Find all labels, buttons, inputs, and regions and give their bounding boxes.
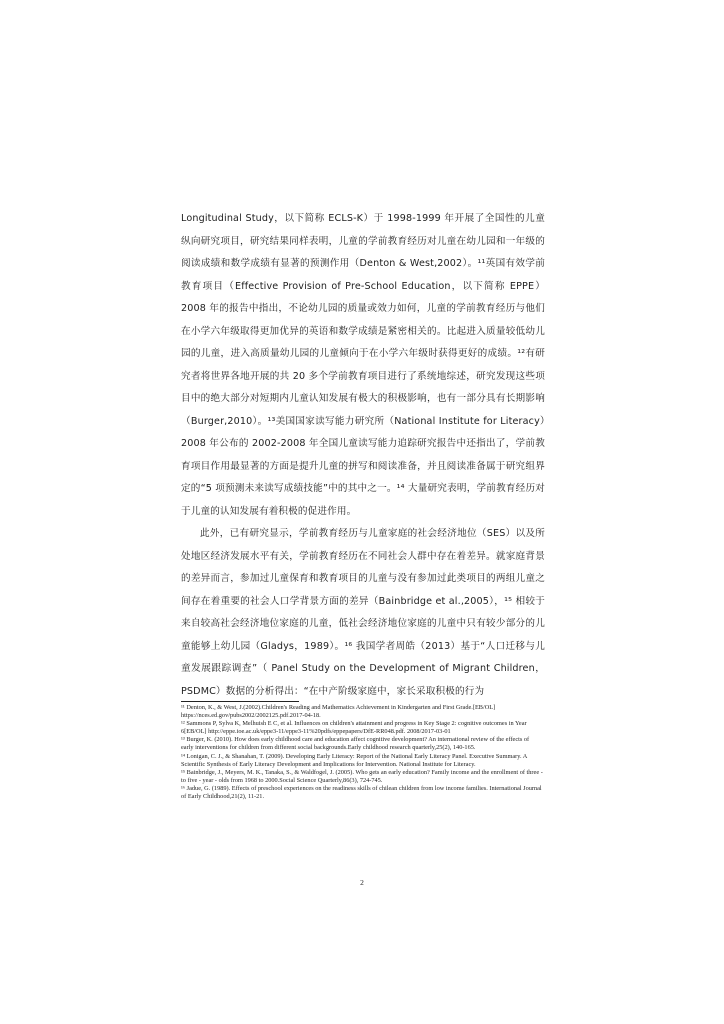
paragraph: 此外，已有研究显示，学前教育经历与儿童家庭的社会经济地位（SES）以及所处地区经济发展水平有关，学前教育经历在不同社会人群中存在着差异。就家庭背景的差异而言，参加过儿童保育和教育项目的儿童与没有参加过此类项目的两组儿童之间存在着重要的社会人口学背景方面的差异（Bainbridge et al.,2005），¹⁵ 相较于来自较高社会经济地位家庭的儿童，低社会经济地位家庭的儿童中只有较少部分的儿童能够上幼儿园（Gladys，1989）。¹⁶ 我国学者周皓（2013）基于“人口迁移与儿童发展跟踪调查”（ Panel Study on the Development of Migrant Children，PSDMC）数据的分析得出：“在中产阶级家庭中，家长采取积极的行为 [181, 528, 545, 697]
footnote-13: ¹³ Burger, K. (2010). How does early childhood care and education affect cognitive development? An international review of the effects of early interventions for children from different social backgrounds.Early childhood research quarterly,25(2), 140-165. [181, 736, 530, 752]
paragraph-continued: Longitudinal Study，以下简称 ECLS-K）于 1998-1999 年开展了全国性的儿童纵向研究项目，研究结果同样表明，儿童的学前教育经历对儿童在幼儿园和一年级的阅读成绩和数学成绩有显著的预测作用（Denton & West,2002）。¹¹英国有效学前教育项目（Effective Provision of Pre-School Education，以下简称 EPPE）2008 年的报告中指出，不论幼儿园的质量或效力如何，儿童的学前教育经历与他们在小学六年级取得更加优异的英语和数学成绩是紧密相关的。比起进入质量较低幼儿园的儿童，进入高质量幼儿园的儿童倾向于在小学六年级时获得更好的成绩。¹²有研究者将世界各地开展的共 20 多个学前教育项目进行了系统地综述，研究发现这些项目中的绝大部分对短期内儿童认知发展有极大的积极影响，也有一部分具有长期影响（Burger,2010）。¹³美国国家读写能力研究所（National Institute for Literacy）2008 年公布的 2002-2008 年全国儿童读写能力追踪研究报告中还指出了，学前教育项目作用最显著的方面是提升儿童的拼写和阅读准备，并且阅读准备属于研究组界定的“5 项预测未来读写成绩技能”中的其中之一。¹⁴ 大量研究表明，学前教育经历对于儿童的认知发展有着积极的促进作用。 [181, 213, 545, 517]
footnote-12: ¹² Sammons P, Sylva K, Melhuish E C, et al. Influences on children's attainment and progress in Key Stage 2: cognitive outcomes in Year 6[EB/OL] http://eppe.ioe.ac.uk/eppe3-11/eppe3-11%20pdfs/eppepapers/DfE-RR048.pdf. 2008/2017-03-01 [181, 720, 527, 736]
footnote-14: ¹⁴ Lonigan, C. J., & Shanahan, T. (2009). Developing Early Literacy: Report of the National Early Literacy Panel. Executive Summary. A Scientific Synthesis of Early Literacy Development and Implications for Intervention. National Institute for Literacy. [181, 752, 528, 768]
footnote-11: ¹¹ Denton, K., & West, J.(2002).Children's Reading and Mathematics Achievement in Kindergarten and First Grade.[EB/OL] https://nces.ed.gov/pubs2002/2002125.pdf.2017-04-18. [181, 704, 496, 720]
footnote-divider [181, 701, 299, 702]
body-text [181, 208, 545, 703]
page-number: 2 [360, 878, 364, 887]
footnote-16: ¹⁶ Jadue, G. (1989). Effects of preschool experiences on the readiness skills of chilean children from low income families. International Journal of Early Childhood,21(2), 11-21. [181, 784, 542, 801]
footnotes [181, 704, 543, 801]
footnote-15: ¹⁵ Bainbridge, J., Meyers, M. K., Tanaka, S., & Waldfogel, J. (2005). Who gets an early education? Family income and the enrollment of three - to five - year - olds from 1968 to 2000.Social Science Quarterly,86(3), 724-745. [181, 768, 543, 784]
